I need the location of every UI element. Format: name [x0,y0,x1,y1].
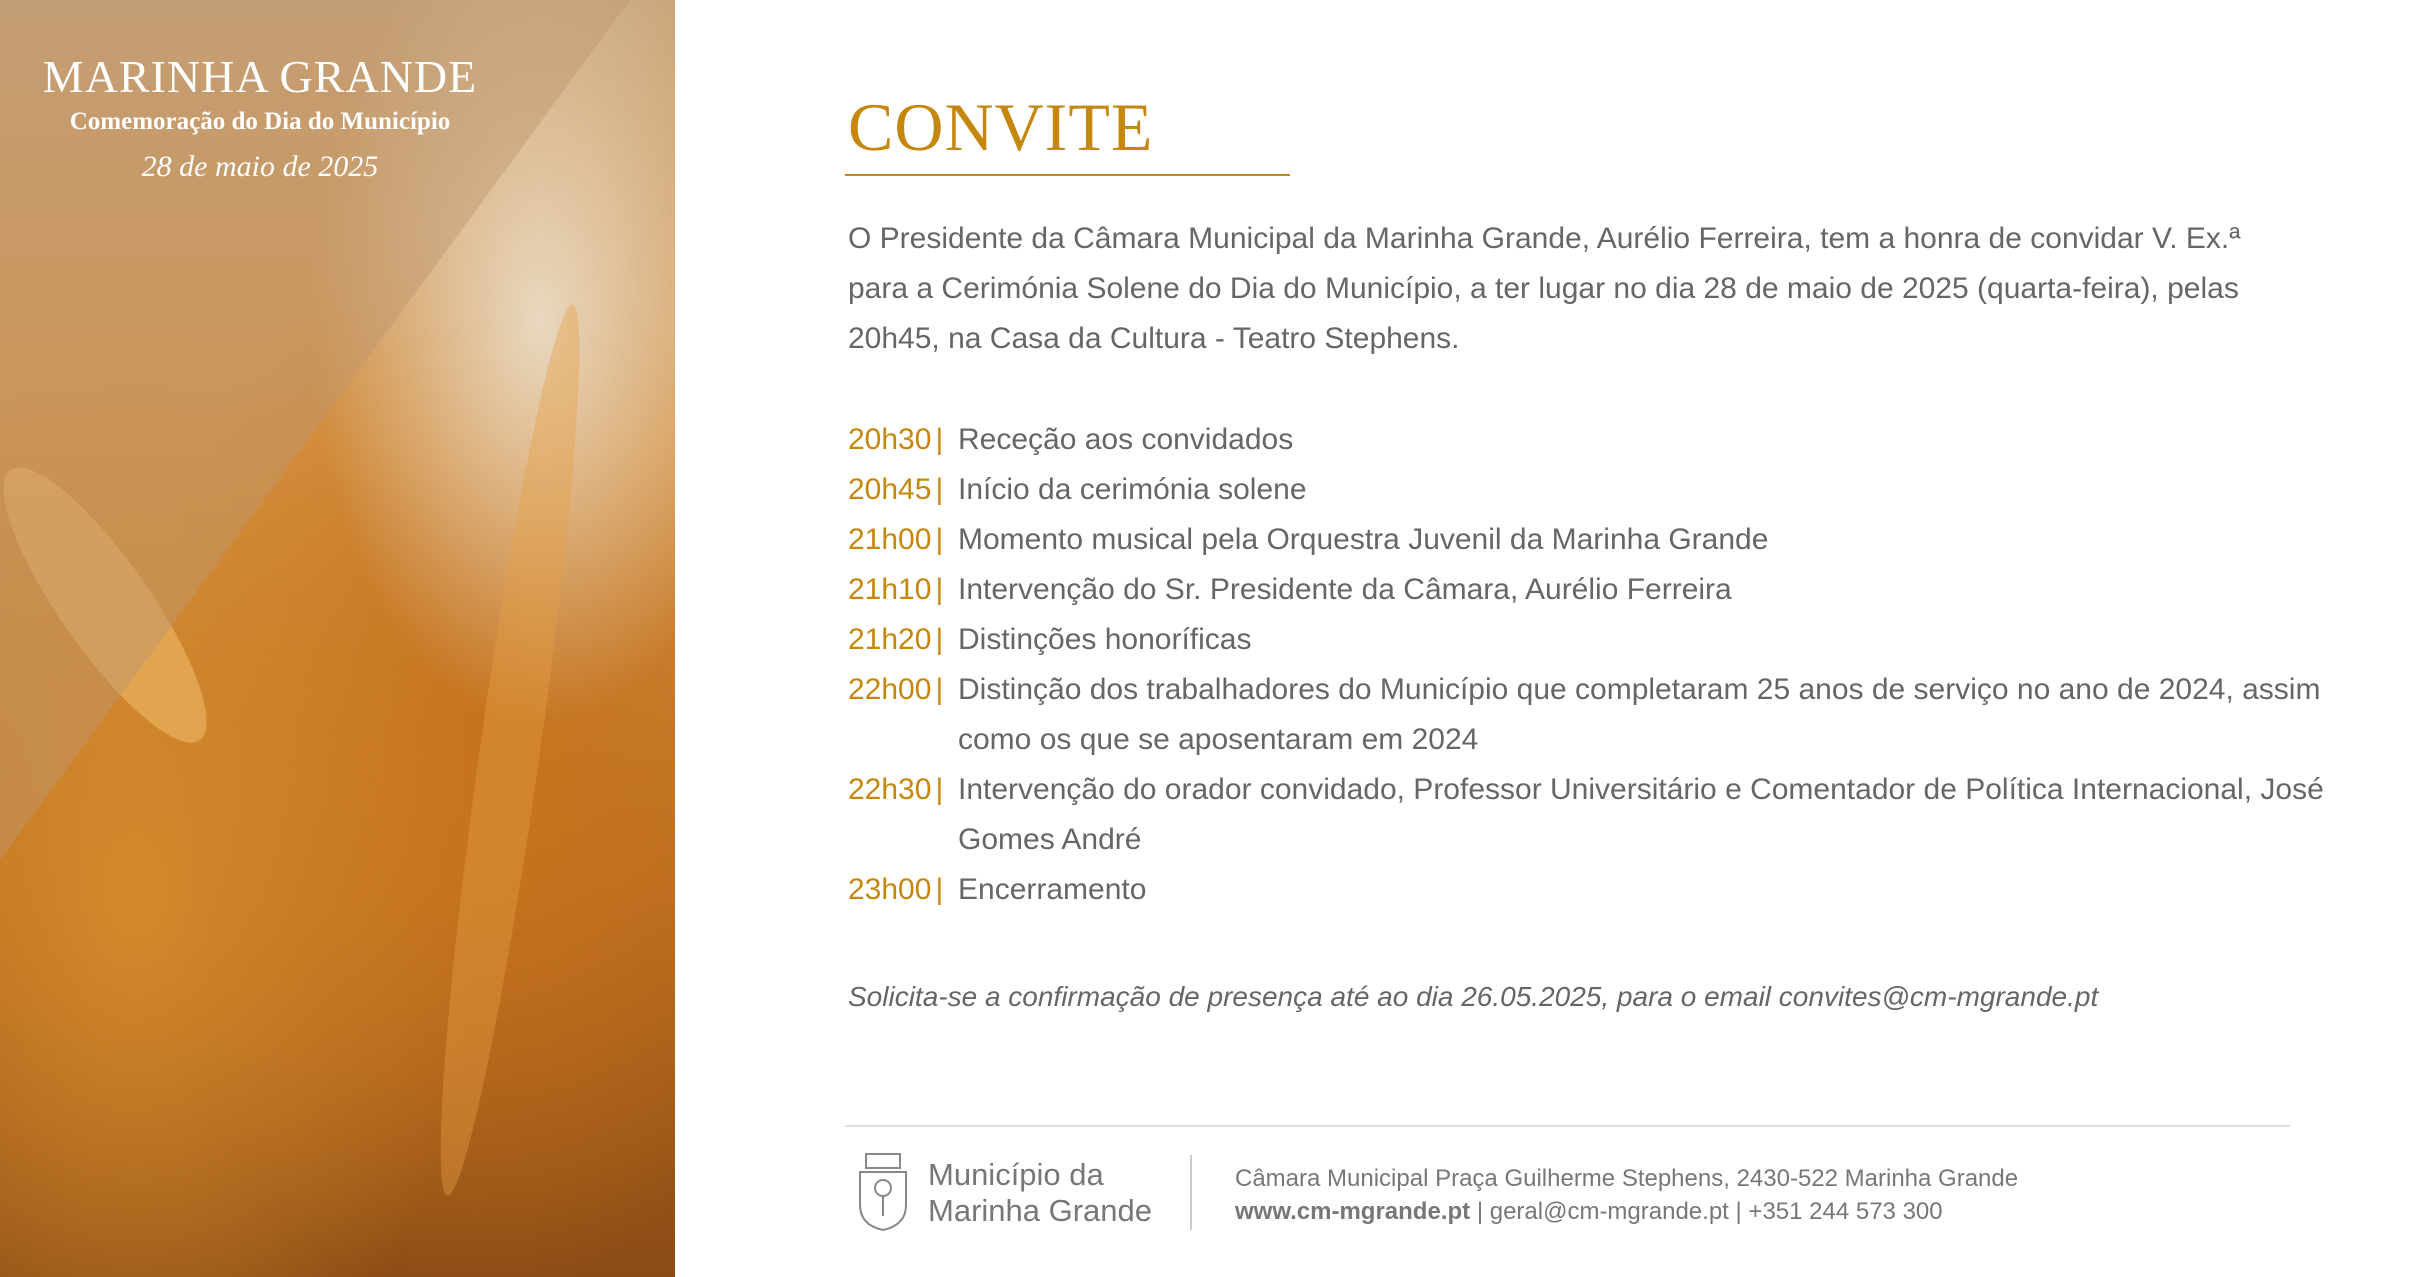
schedule-description: Momento musical pela Orquestra Juvenil da Marinha Grande [958,523,1769,556]
schedule-time [848,865,958,915]
schedule-description: Distinção dos trabalhadores do Município que completaram 25 anos de serviço no ano de 2024, assim como os que se aposentaram em 2024 [958,673,2321,756]
schedule-time [848,565,958,615]
invitation-title: CONVITE [848,89,1154,165]
schedule-description: Encerramento [958,873,1147,906]
rsvp-note: Solicita-se a confirmação de presença até ao dia 26.05.2025, para o email convites@cm-mgrande.pt [848,981,2099,1012]
title-underline [845,174,1290,176]
wheat-stem-image [418,300,603,1200]
time-label: 20h45 [848,473,932,506]
schedule-description: Início da cerimónia solene [958,473,1307,506]
header-overlay [0,0,675,1277]
time-label: 21h10 [848,573,932,606]
schedule-time [848,515,958,565]
municipality-logo [848,1150,1152,1235]
schedule-time [848,665,958,765]
email-link[interactable]: geral@cm-mgrande.pt [1489,1198,1729,1225]
city-title: MARINHA GRANDE [42,51,478,102]
time-label: 22h00 [848,673,932,706]
schedule-time [848,765,958,865]
schedule-item [848,515,2328,565]
time-label: 23h00 [848,873,932,906]
schedule-item [848,865,2328,915]
schedule-item [848,765,2328,865]
wheat-photo-panel [0,0,675,1277]
schedule-item [848,565,2328,615]
time-label: 22h30 [848,773,932,806]
time-separator: | [935,473,944,506]
footer-vertical-divider [1190,1155,1192,1230]
time-separator: | [935,623,944,656]
time-label: 21h00 [848,523,932,556]
schedule-description: Receção aos convidados [958,423,1294,456]
schedule-description: Intervenção do orador convidado, Professor Universitário e Comentador de Política Internacional, José Gomes André [958,773,2324,856]
contact-info [1235,1162,2018,1228]
schedule-time [848,615,958,665]
separator: | [1735,1198,1742,1225]
time-separator: | [935,573,944,606]
event-date: 28 de maio de 2025 [141,150,379,183]
schedule-item [848,415,2328,465]
schedule-description: Intervenção do Sr. Presidente da Câmara, Aurélio Ferreira [958,573,1732,606]
time-label: 21h20 [848,623,932,656]
time-separator: | [935,673,944,706]
address: Câmara Municipal Praça Guilherme Stephens, 2430-522 Marinha Grande [1235,1165,2019,1192]
event-subtitle: Comemoração do Dia do Município [69,108,451,135]
schedule-list [848,415,2328,915]
time-separator: | [935,873,944,906]
schedule-item [848,615,2328,665]
schedule-time [848,415,958,465]
time-label: 20h30 [848,423,932,456]
schedule-description: Distinções honoríficas [958,623,1252,656]
coat-of-arms-icon [848,1150,918,1235]
schedule-item [848,665,2328,765]
logo-line-1: Município da [928,1156,1104,1192]
footer-divider [845,1125,2290,1127]
schedule-item [848,465,2328,515]
invitation-intro: O Presidente da Câmara Municipal da Marinha Grande, Aurélio Ferreira, tem a honra de convidar V. Ex.ª para a Cerimónia Solene do Dia do Município, a ter lugar no dia 28 de maio de 2025 (quarta-feira), pelas 20h45, na Casa da Cultura - Teatro Stephens. [848,222,2241,355]
time-separator: | [935,773,944,806]
time-separator: | [935,523,944,556]
phone: +351 244 573 300 [1748,1198,1943,1225]
schedule-time [848,465,958,515]
separator: | [1476,1198,1484,1225]
logo-line-2: Marinha Grande [928,1192,1153,1228]
website-link[interactable]: www.cm-mgrande.pt [1235,1198,1471,1225]
time-separator: | [935,423,944,456]
